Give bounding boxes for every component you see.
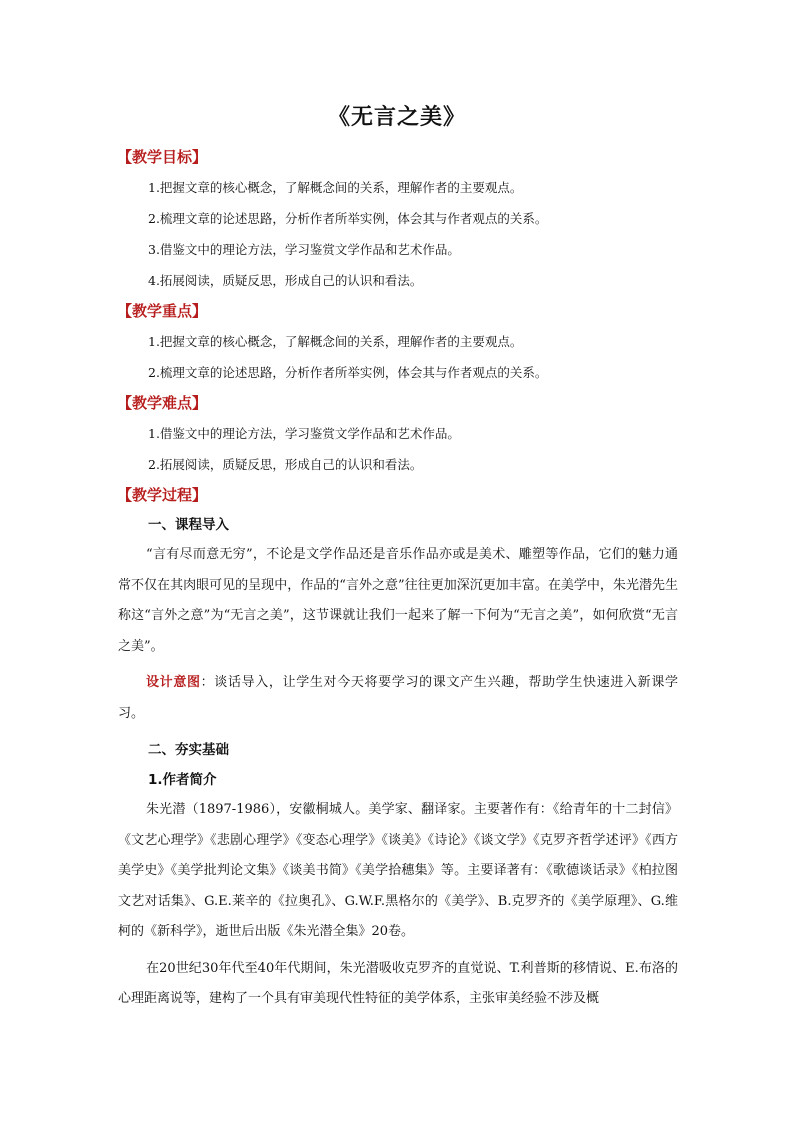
objective-item: 4.拓展阅读，质疑反思，形成自己的认识和看法。 bbox=[148, 273, 423, 288]
design-intent-text: ：谈话导入，让学生对今天将要学习的课文产生兴趣，帮助学生快速进入新课学习。 bbox=[118, 675, 678, 721]
subsection-title-author: 1.作者简介 bbox=[148, 772, 217, 788]
design-intent-paragraph bbox=[118, 668, 678, 729]
process-heading: 【教学过程】 bbox=[117, 486, 208, 504]
intro-paragraph: “言有尽而意无穷”，不论是文学作品还是音乐作品亦或是美术、雕塑等作品，它们的魅力通常不仅在其肉眼可见的呈现中，作品的“言外之意”往往更加深沉更加丰富。在美学中，朱光潜先生称这“言外之意”为“无言之美”，这节课就让我们一起来了解一下何为“无言之美”，如何欣赏“无言之美”。 bbox=[118, 547, 678, 654]
objectives-heading: 【教学目标】 bbox=[117, 148, 208, 166]
objective-item: 3.借鉴文中的理论方法，学习鉴赏文学作品和艺术作品。 bbox=[148, 242, 460, 257]
author-paragraph-2: 在20世纪30年代至40年代期间，朱光潜吸收克罗齐的直觉说、T.利普斯的移情说、E.布洛的心理距离说等，建构了一个具有审美现代性特征的美学体系，主张审美经验不涉及概 bbox=[118, 960, 678, 1006]
section-title-basics: 二、夯实基础 bbox=[148, 742, 229, 758]
difficulty-item: 2.拓展阅读，质疑反思，形成自己的认识和看法。 bbox=[148, 457, 423, 472]
design-intent-label: 设计意图 bbox=[146, 675, 201, 690]
key-point-item: 2.梳理文章的论述思路，分析作者所举实例，体会其与作者观点的关系。 bbox=[148, 365, 548, 380]
section-title-intro: 一、课程导入 bbox=[148, 517, 229, 533]
author-paragraph: 朱光潜（1897-1986），安徽桐城人。美学家、翻译家。主要著作有：《给青年的十二封信》《文艺心理学》《悲剧心理学》《变态心理学》《谈美》《诗论》《谈文学》《克罗齐哲学述评》《西方美学史》《美学批判论文集》《谈美书简》《美学拾穗集》等。主要译著有：《歌德谈话录》《柏拉图文艺对话集》、G.E.莱辛的《拉奥孔》、G.W.F.黑格尔的《美学》、B.克罗齐的《美学原理》、G.维柯的《新科学》，逝世后出版《朱光潜全集》20卷。 bbox=[118, 802, 678, 939]
key-points-heading: 【教学重点】 bbox=[117, 302, 208, 320]
objective-item: 1.把握文章的核心概念，了解概念间的关系，理解作者的主要观点。 bbox=[148, 180, 523, 195]
document-body bbox=[118, 142, 678, 1015]
key-point-item: 1.把握文章的核心概念，了解概念间的关系，理解作者的主要观点。 bbox=[148, 334, 523, 349]
document-title: 《无言之美》 bbox=[327, 104, 466, 130]
difficulty-item: 1.借鉴文中的理论方法，学习鉴赏文学作品和艺术作品。 bbox=[148, 426, 460, 441]
difficulties-heading: 【教学难点】 bbox=[117, 394, 208, 412]
objective-item: 2.梳理文章的论述思路，分析作者所举实例，体会其与作者观点的关系。 bbox=[148, 211, 548, 226]
